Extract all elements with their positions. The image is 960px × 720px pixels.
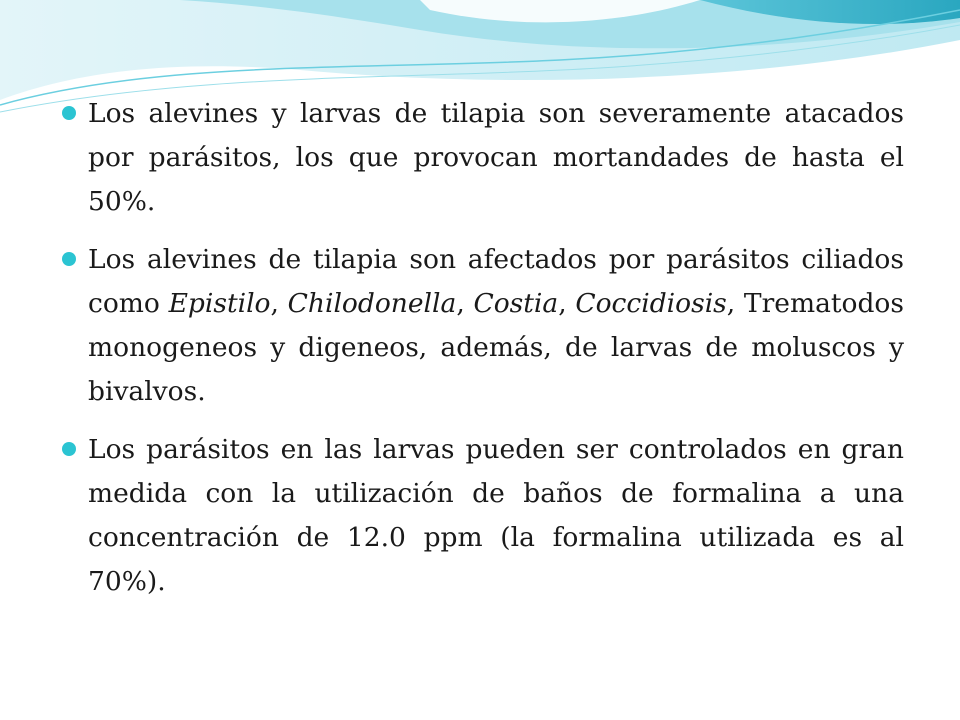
text-segment: , xyxy=(270,288,288,319)
text-segment: Los parásitos en las larvas pueden ser controlados en gran medida con la utilización de baños de formalina a una concentración de 12.0 ppm (la formalina utilizada es al 70%). xyxy=(88,434,904,597)
italic-term: Costia xyxy=(473,288,559,319)
bullet-item xyxy=(62,92,904,224)
text-segment: Los alevines de tilapia son afectados por parásitos ciliados como xyxy=(88,244,904,319)
bullet-text xyxy=(88,434,904,597)
bullet-list xyxy=(62,92,904,604)
italic-term: Chilodonella xyxy=(287,288,457,319)
bullet-dot-icon xyxy=(62,252,76,266)
italic-term: Epistilo xyxy=(168,288,271,319)
italic-term: Coccidiosis xyxy=(575,288,727,319)
bullet-dot-icon xyxy=(62,442,76,456)
bullet-item xyxy=(62,428,904,604)
text-segment: , xyxy=(456,288,474,319)
bullet-item xyxy=(62,238,904,414)
text-segment: , Trematodos monogeneos y digeneos, además, de larvas de moluscos y bivalvos. xyxy=(88,288,904,407)
text-segment: Los alevines y larvas de tilapia son severamente atacados por parásitos, los que provocan mortandades de hasta el 50%. xyxy=(88,98,904,217)
bullet-dot-icon xyxy=(62,106,76,120)
content-area xyxy=(62,92,904,618)
bullet-text xyxy=(88,244,904,407)
bullet-text xyxy=(88,98,904,217)
text-segment: , xyxy=(558,288,576,319)
